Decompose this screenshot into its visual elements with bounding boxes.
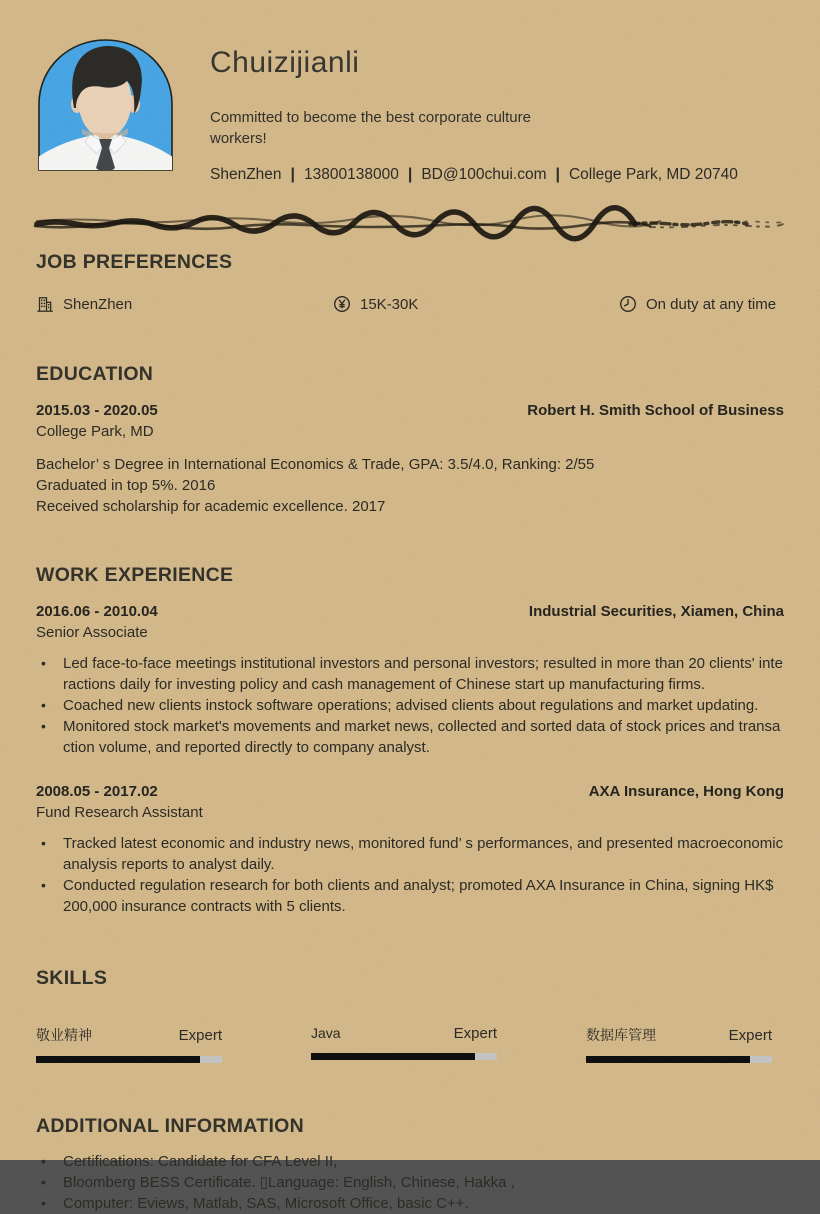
bullet-item [36,833,784,875]
bullet-text: Led face-to-face meetings institutional investors and personal investors; resulted in more than 20 clients' interactions daily for investing policy and cash management of Chinese start up manufacturing firms. [63,655,783,693]
education-title: EDUCATION [36,363,154,385]
skill-name: 数据库管理 [586,1027,656,1043]
skill-progressbar [36,1056,222,1063]
section-skills [36,967,784,1063]
entry-organization: Industrial Securities, Xiamen, China [528,603,784,620]
entry-header [36,781,784,802]
description-line: Bachelor’ s Degree in International Economics & Trade, GPA: 3.5/4.0, Ranking: 2/55 [36,456,595,473]
clock-icon [619,295,637,313]
bullet-dot: • [41,1153,46,1169]
description-line: Received scholarship for academic excellence. 2017 [36,498,386,515]
yen-icon [333,295,351,313]
contact-item: College Park, MD 20740 [568,166,738,183]
bullet-item [36,695,784,716]
contact-item: ShenZhen [210,166,282,183]
contact-item: 13800138000 [304,166,399,183]
header-text [210,38,738,184]
entry-description [36,454,784,517]
entry-dates: 2008.05 - 2017.02 [36,783,158,800]
entry-dates: 2016.06 - 2010.04 [36,603,158,620]
pref-label: On duty at any time [646,295,777,313]
bullet-item [36,653,784,695]
building-icon [36,295,54,313]
bullet-dot: • [41,1174,46,1190]
work-experience-title: WORK EXPERIENCE [36,564,234,586]
bullet-dot: • [41,655,46,671]
entry-header [36,601,784,622]
section-additional-information [36,1115,784,1214]
skill-header [311,1025,497,1042]
skill-item [311,1025,497,1063]
skill-progress-rest [750,1056,772,1063]
bullet-item [36,1172,784,1193]
skill-progress-rest [475,1053,497,1060]
contact-line [210,166,738,184]
pref-label: 15K-30K [360,295,419,313]
avatar [38,38,173,170]
scribble-divider [35,216,785,230]
section-education [36,363,784,517]
bullet-item [36,1151,784,1172]
bullet-item [36,716,784,758]
avatar-illustration [38,38,173,170]
description-line: Graduated in top 5%. 2016 [36,477,216,494]
candidate-tagline: Committed to become the best corporate culture workers! [210,109,531,147]
bullet-list [36,653,784,758]
bullet-dot: • [41,1195,46,1211]
skill-name: Java [311,1025,341,1041]
skill-progress-fill [586,1056,750,1063]
section-job-preferences [36,251,784,313]
additional-bullets [36,1151,784,1214]
contact-separator: | [407,166,413,183]
bullet-item [36,1193,784,1214]
entry-role: Fund Research Assistant [36,804,203,821]
skill-header [586,1025,772,1045]
entry-role: Senior Associate [36,624,148,641]
pref-item-shenzhen [36,295,333,313]
job-preferences-row [36,295,784,313]
skill-level: Expert [453,1025,497,1042]
skill-name: 敬业精神 [36,1027,92,1043]
skill-progress-fill [311,1053,475,1060]
bullet-item [36,875,784,917]
entry-header [36,400,784,421]
skill-item [586,1025,772,1063]
bullet-dot: • [41,718,46,734]
entry-location: College Park, MD [36,423,154,440]
bullet-text: Bloomberg BESS Certificate. ▯Language: English, Chinese, Hakka , [63,1174,515,1191]
pref-label: ShenZhen [63,295,133,313]
bullet-dot: • [41,877,46,893]
resume-header [0,0,820,184]
entry [36,601,784,758]
work-entries [36,601,784,917]
skill-level: Expert [178,1027,222,1044]
bullet-text: Coached new clients instock software operations; advised clients about regulations and market updating. [63,697,759,714]
pref-item-15k-30k [333,295,619,313]
skill-progress-fill [36,1056,200,1063]
bullet-dot: • [41,835,46,851]
bullet-list [36,833,784,917]
skill-item [36,1025,222,1063]
bullet-dot: • [41,697,46,713]
bullet-text: Computer: Eviews, Matlab, SAS, Microsoft Office, basic C++. [63,1195,469,1212]
skill-level: Expert [728,1027,772,1044]
skills-row [36,1025,784,1063]
additional-information-title: ADDITIONAL INFORMATION [36,1115,305,1137]
skill-progressbar [586,1056,772,1063]
bullet-text: Tracked latest economic and industry news, monitored fund’ s performances, and presented macroeconomic analysis reports to analyst daily. [63,835,784,873]
skill-header [36,1025,222,1045]
bullet-text: Certifications: Candidate for CFA Level II, [63,1153,338,1170]
entry-organization: Robert H. Smith School of Business [527,402,784,419]
contact-separator: | [290,166,296,183]
pref-item-on-duty-at-any-time [619,295,776,313]
bullet-text: Monitored stock market's movements and market news, collected and sorted data of stock prices and transaction volume, and reported directly to company analyst. [63,718,781,756]
entry-dates: 2015.03 - 2020.05 [36,402,158,419]
job-preferences-title: JOB PREFERENCES [36,251,233,273]
entry [36,400,784,517]
skill-progress-rest [200,1056,222,1063]
entry-organization: AXA Insurance, Hong Kong [588,783,784,800]
contact-separator: | [555,166,560,183]
contact-item: BD@100chui.com [421,166,547,183]
skills-title: SKILLS [36,967,108,989]
candidate-name: Chuizijianli [210,46,360,79]
section-work-experience [36,564,784,917]
entry [36,781,784,917]
bullet-text: Conducted regulation research for both clients and analyst; promoted AXA Insurance in China, signing HK$ 200,000 insurance contracts with 5 clients. [63,877,774,915]
education-entries [36,400,784,517]
skill-progressbar [311,1053,497,1060]
